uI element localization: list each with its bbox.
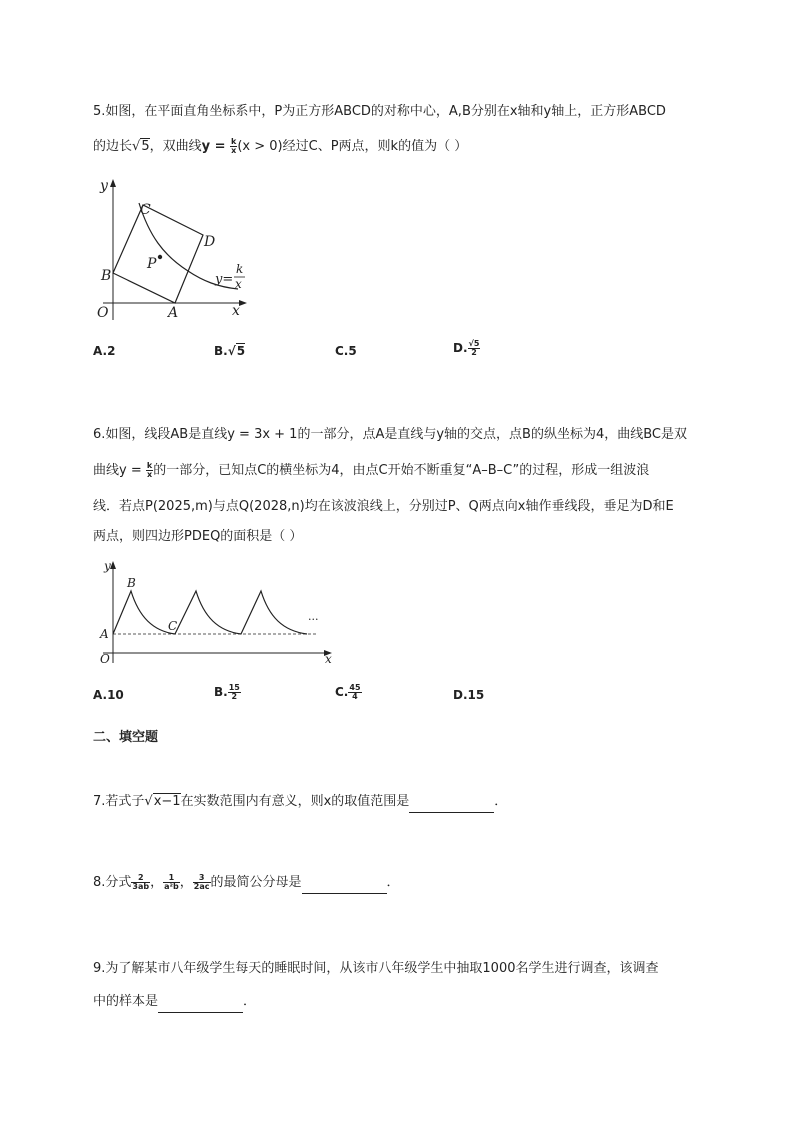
q5-option-d[interactable]: D. $\frac{√5}{2}$	[453, 339, 480, 357]
sqrt-symbol: √	[144, 794, 153, 809]
q6-line4: 两点，则四边形PDEQ的面积是（ ）	[93, 529, 303, 544]
q6-label-c: C	[168, 619, 178, 633]
q6-y-arrow	[110, 561, 116, 569]
q6-label-o: O	[100, 652, 110, 666]
sqrt-radicand: 5	[141, 139, 150, 154]
q5-curve-label: y=	[215, 272, 234, 287]
q5-square-abcd	[113, 205, 203, 303]
q6-label-y: y	[104, 559, 111, 573]
q5-label-b: B	[101, 268, 112, 284]
q6-line1: 6.如图，线段AB是直线y = 3x + 1的一部分，点A是直线与y轴的交点，点B的纵坐标为4，曲线BC是双	[93, 427, 688, 442]
q5-label-o: O	[97, 305, 109, 321]
fraction-3: $\frac{3}{2ac}$	[193, 873, 210, 891]
q5-label-c: C	[140, 202, 151, 218]
fraction-k-over-x: $\frac{k}{x}$	[146, 461, 153, 479]
q9-answer-blank[interactable]	[158, 992, 243, 1013]
q5-label-x: x	[232, 303, 240, 319]
q5-label-d: D	[204, 234, 216, 250]
q5-figure	[93, 175, 263, 323]
q7-line: 7.若式子√x−1在实数范围内有意义，则x的取值范围是 ．	[93, 792, 507, 813]
q5-line2: 的边长√5，双曲线y = $\frac{k}{x}$ (x > 0)经过C、P两点，则k的值为（ ）	[93, 137, 468, 155]
q5-point-p	[158, 255, 162, 259]
q6-ellipsis: ...	[308, 610, 319, 623]
sqrt-symbol: √	[132, 139, 141, 154]
q5-curve-k: k	[236, 262, 244, 276]
q6-option-b[interactable]: B. $\frac{15}{2}$	[214, 683, 240, 701]
q5-x-arrow	[239, 300, 247, 306]
q6-option-d[interactable]: D.15	[453, 688, 485, 702]
q5-option-c[interactable]: C.5	[335, 344, 357, 358]
q5-label-a: A	[168, 305, 179, 321]
q6-wave-line	[113, 591, 307, 634]
q5-label-y: y	[100, 178, 108, 194]
fraction-2: $\frac{1}{\text{a²b}}$	[164, 873, 179, 891]
fraction-1: $\frac{2}{3ab}$	[132, 873, 150, 891]
q9-line1: 9.为了解某市八年级学生每天的睡眠时间，从该市八年级学生中抽取1000名学生进行调查，该调查	[93, 961, 659, 976]
q6-label-b: B	[127, 576, 136, 590]
q5-curve-x: x	[235, 277, 242, 291]
q7-answer-blank[interactable]	[409, 792, 494, 813]
fraction-k-over-x: $\frac{k}{x}$	[231, 137, 237, 155]
q6-option-a[interactable]: A.10	[93, 688, 124, 702]
q9-line2: 中的样本是 ．	[93, 992, 256, 1013]
q5-y-arrow	[110, 179, 116, 187]
q5-line1: 5.如图，在平面直角坐标系中，P为正方形ABCD的对称中心，A,B分别在x轴和y轴上，正方形ABCD	[93, 104, 666, 119]
q8-answer-blank[interactable]	[302, 873, 387, 894]
q6-line3: 线．若点P(2025,m)与点Q(2028,n)均在该波浪线上，分别过P、Q两点向x轴作垂线段，垂足为D和E	[93, 499, 674, 514]
q5-option-b[interactable]: B.√5	[214, 344, 246, 358]
q5-label-p: P	[147, 256, 157, 272]
section-title: 二、填空题	[93, 730, 159, 745]
q5-option-a[interactable]: A.2	[93, 344, 116, 358]
q6-label-x: x	[325, 652, 332, 666]
q6-figure	[93, 557, 338, 667]
q6-label-a: A	[100, 627, 109, 641]
q8-line: 8.分式 $\frac{2}{3ab}$ ， $\frac{1}{\text{a²b}}$ ， $\frac{3}{2ac}$ 的最简公分母是 ．	[93, 873, 400, 894]
q6-option-c[interactable]: C. $\frac{45}{4}$	[335, 683, 361, 701]
q6-line2: 曲线y = $\frac{k}{x}$ 的一部分，已知点C的横坐标为4，由点C开始不断重复“A–B–C”的过程，形成一组波浪	[93, 461, 650, 479]
